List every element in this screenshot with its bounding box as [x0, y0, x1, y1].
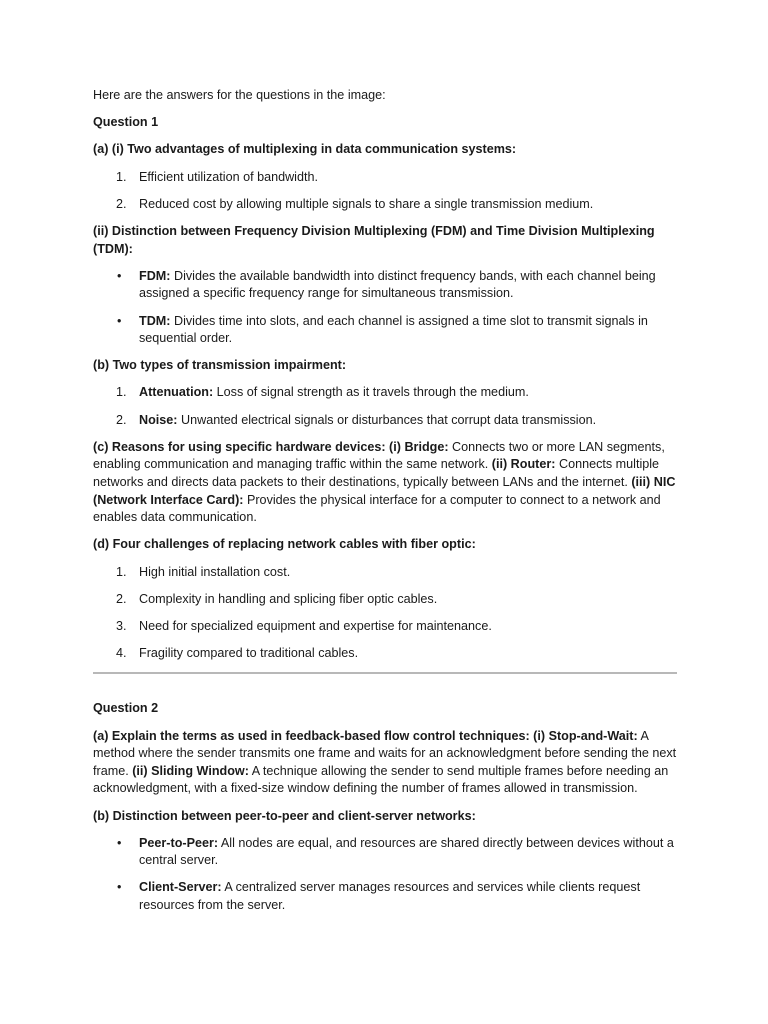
bullet-marker: •: [117, 268, 122, 283]
q1-a-ii-title: (ii) Distinction between Frequency Division Multiplexing (FDM) and Time Division Multiplexing (TDM):: [93, 223, 655, 256]
horizontal-divider: [93, 672, 677, 674]
nic-text: Provides the physical interface for a computer to connect to a network and enables data communication.: [93, 492, 661, 525]
bullet-marker: •: [117, 313, 122, 328]
list-item-text: Efficient utilization of bandwidth.: [139, 169, 318, 184]
nic-term: (iii) NIC (Network Interface Card):: [93, 475, 676, 507]
list-item-text: Need for specialized equipment and expertise for maintenance.: [139, 618, 492, 633]
list-number: 2.: [116, 196, 127, 211]
term-text: A centralized server manages resources and services while clients request resources from the server.: [139, 880, 641, 913]
term-text: Divides time into slots, and each channel is assigned a time slot to transmit signals in sequential order.: [139, 313, 648, 346]
bullet-marker: •: [117, 880, 122, 895]
q1-c-title: (c) Reasons for using specific hardware devices:: [93, 439, 386, 454]
bullet-marker: •: [117, 835, 122, 850]
q1-b-title: (b) Two types of transmission impairment:: [93, 358, 347, 373]
fiber-challenges-list: [93, 564, 677, 663]
q2-a-paragraph: [93, 728, 677, 798]
list-item-text: Reduced cost by allowing multiple signals to share a single transmission medium.: [139, 196, 594, 211]
term-label: TDM:: [139, 313, 171, 328]
question-1-heading: Question 1: [93, 115, 159, 130]
term-label: Peer-to-Peer:: [139, 835, 219, 850]
sliding-window-term: (ii) Sliding Window:: [128, 763, 249, 778]
list-item: [93, 169, 677, 187]
term-text: Divides the available bandwidth into distinct frequency bands, with each channel being assigned a specific frequency range for simultaneous transmission.: [139, 268, 656, 301]
list-number: 1.: [116, 169, 127, 184]
q1-c-paragraph: [93, 439, 677, 527]
term-label: Noise:: [139, 412, 178, 427]
list-number: 1.: [116, 385, 127, 400]
list-item-text: Fragility compared to traditional cables.: [139, 646, 359, 661]
impairment-list: [93, 384, 677, 429]
term-text: Loss of signal strength as it travels through the medium.: [213, 385, 529, 400]
sliding-window-text: A technique allowing the sender to send multiple frames before needing an acknowledgment, with a fixed-size window defining the number of frames allowed in transmission.: [93, 763, 669, 796]
q2-b-title: (b) Distinction between peer-to-peer and client-server networks:: [93, 808, 476, 823]
stop-and-wait-text: A method where the sender transmits one frame and waits for an acknowledgment before sending the next frame.: [93, 728, 677, 778]
list-item-text: Complexity in handling and splicing fiber optic cables.: [139, 591, 438, 606]
list-item: [93, 268, 677, 303]
list-item: [93, 384, 677, 402]
list-item: [93, 564, 677, 582]
term-text: Unwanted electrical signals or disturbances that corrupt data transmission.: [177, 412, 597, 427]
list-item: [93, 412, 677, 430]
q2-a-title: (a) Explain the terms as used in feedback-based flow control techniques:: [93, 728, 530, 743]
list-item: [93, 313, 677, 348]
list-number: 2.: [116, 591, 127, 606]
question-2-heading: Question 2: [93, 701, 159, 716]
q1-d-title: (d) Four challenges of replacing network cables with fiber optic:: [93, 537, 476, 552]
list-item: [93, 835, 677, 870]
network-types-list: [93, 835, 677, 915]
list-number: 4.: [116, 646, 127, 661]
list-number: 3.: [116, 618, 127, 633]
router-text: Connects multiple networks and directs data packets to their destinations, typically between LANs and the internet.: [93, 457, 660, 490]
router-term: (ii) Router:: [488, 457, 556, 472]
list-item-text: High initial installation cost.: [139, 564, 291, 579]
fdm-tdm-list: [93, 268, 677, 348]
term-label: Client-Server:: [139, 880, 222, 895]
document-page: [93, 87, 677, 924]
term-text: All nodes are equal, and resources are shared directly between devices without a central server.: [139, 835, 674, 868]
term-label: Attenuation:: [139, 385, 214, 400]
list-item: [93, 196, 677, 214]
list-item: [93, 618, 677, 636]
multiplexing-advantages-list: [93, 169, 677, 214]
list-item: [93, 591, 677, 609]
list-number: 2.: [116, 412, 127, 427]
intro-text: Here are the answers for the questions in the image:: [93, 88, 386, 102]
list-item: [93, 879, 677, 914]
term-label: FDM:: [139, 268, 171, 283]
q1-a-i-title: (a) (i) Two advantages of multiplexing in data communication systems:: [93, 142, 517, 157]
stop-and-wait-term: (i) Stop-and-Wait:: [529, 728, 638, 743]
list-number: 1.: [116, 564, 127, 579]
bridge-text: Connects two or more LAN segments, enabling communication and managing traffic within the same network.: [93, 439, 665, 472]
bridge-term: (i) Bridge:: [385, 439, 449, 454]
list-item: [93, 645, 677, 663]
